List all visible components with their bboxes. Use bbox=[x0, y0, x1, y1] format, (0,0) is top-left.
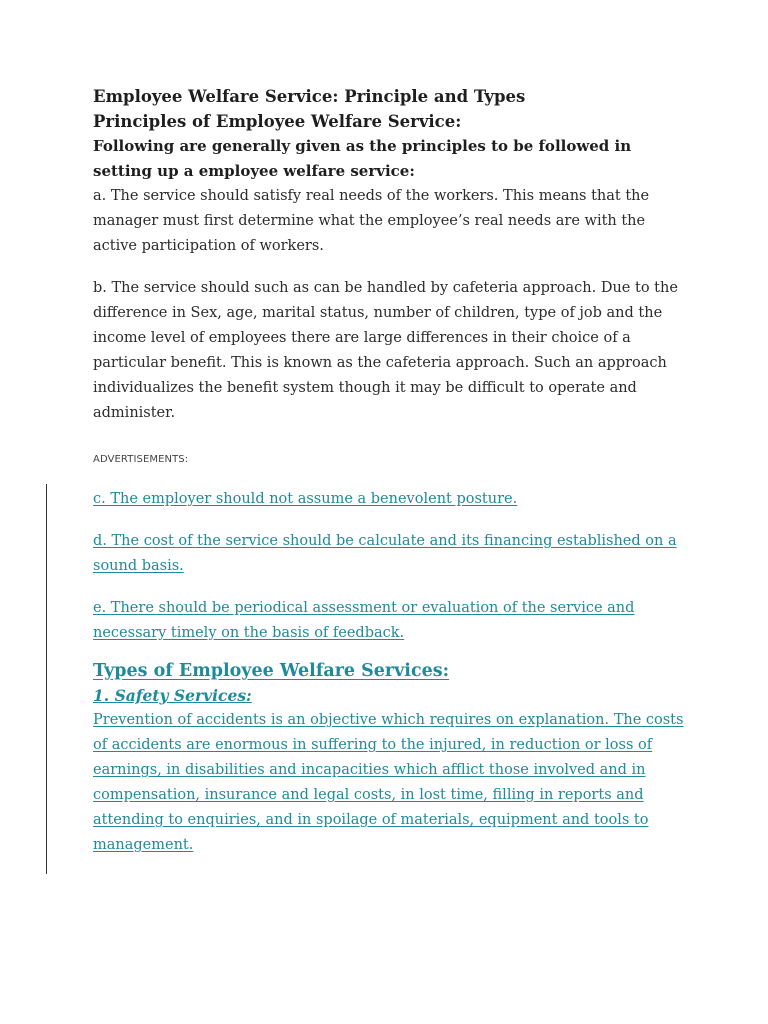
principle-d-link[interactable]: d. The cost of the service should be calculate and its financing established on a sound basis. bbox=[93, 533, 677, 574]
principle-a-paragraph: a. The service should satisfy real needs of the workers. This means that the manager must first determine what the employee’s real needs are with the active participation of workers. bbox=[93, 188, 650, 254]
section-heading-principles: Principles of Employee Welfare Service: bbox=[93, 112, 462, 131]
principle-e-link[interactable]: e. There should be periodical assessment or evaluation of the service and necessary timely on the basis of feedback. bbox=[93, 600, 635, 641]
principle-c-link[interactable]: c. The employer should not assume a benevolent posture. bbox=[93, 491, 518, 507]
document-title: Employee Welfare Service: Principle and Types bbox=[93, 87, 526, 106]
safety-services-heading-link[interactable]: 1. Safety Services: bbox=[93, 686, 252, 705]
document-page bbox=[93, 84, 693, 858]
left-margin-rule bbox=[46, 484, 47, 874]
advertisements-label: ADVERTISEMENTS: bbox=[93, 454, 189, 465]
safety-services-body-link[interactable]: Prevention of accidents is an objective which requires on explanation. The costs of accidents are enormous in suffering to the injured, in reduction or loss of earnings, in disabilities and incapacities which afflict those involved and in compensation, insurance and legal costs, in lost time, filling in reports and attending to enquiries, and in spoilage of materials, equipment and tools to management. bbox=[93, 712, 684, 853]
principles-intro: Following are generally given as the principles to be followed in setting up a employee welfare service: bbox=[93, 137, 632, 180]
principle-b-paragraph: b. The service should such as can be handled by cafeteria approach. Due to the difference in Sex, age, marital status, number of children, type of job and the income level of employees there are large differences in their choice of a particular benefit. This is known as the cafeteria approach. Such an approach individualizes the benefit system though it may be difficult to operate and administer. bbox=[93, 280, 678, 421]
types-heading-link[interactable]: Types of Employee Welfare Services: bbox=[93, 661, 450, 681]
